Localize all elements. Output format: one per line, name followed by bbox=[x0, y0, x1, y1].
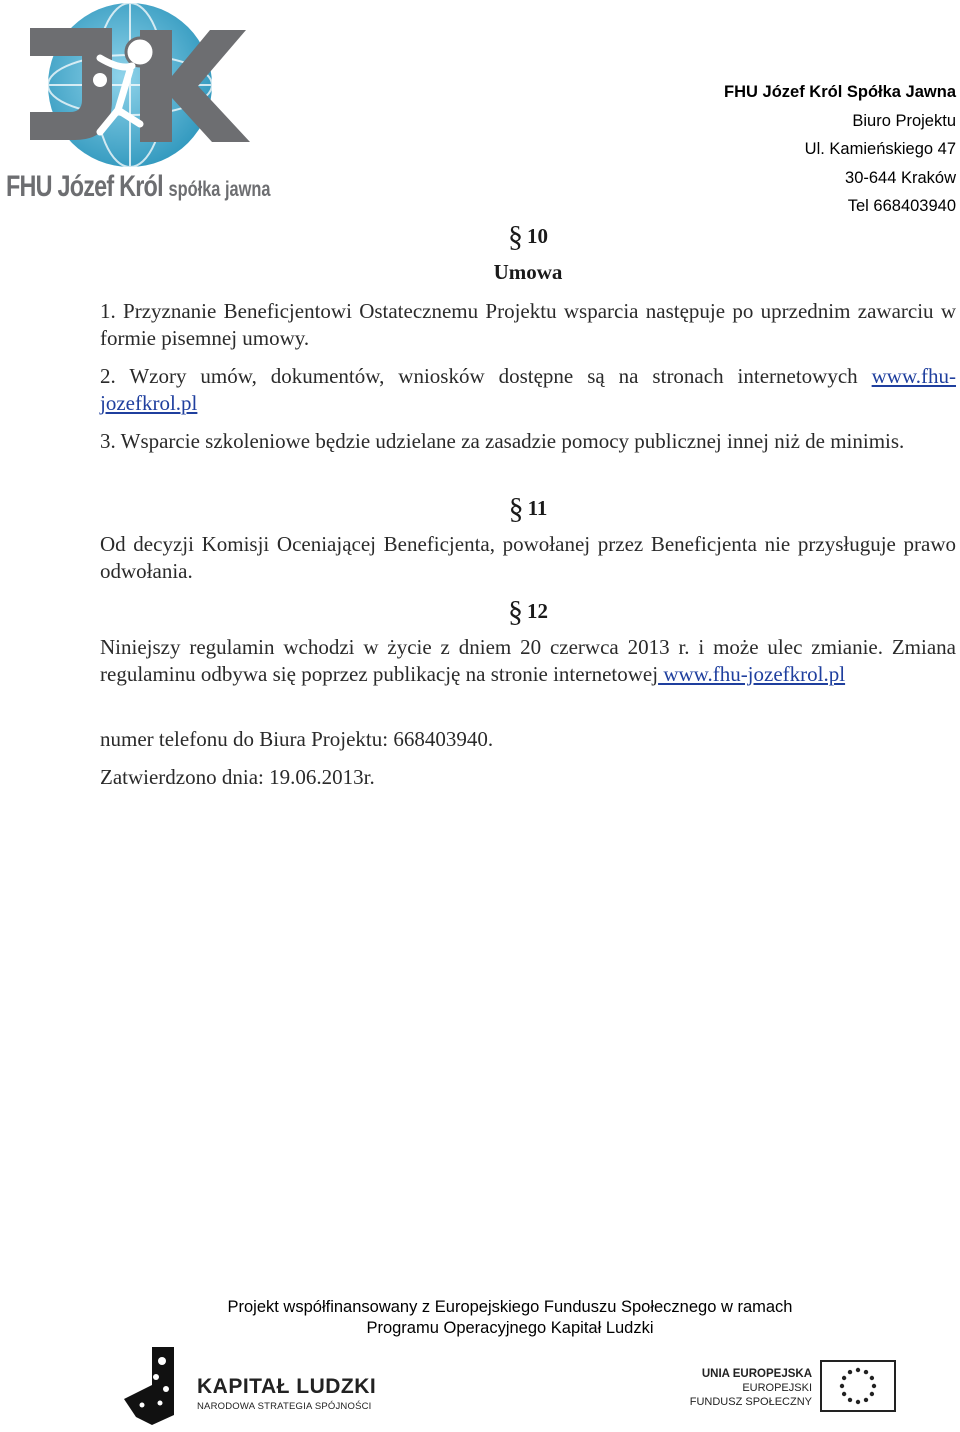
section-10-heading bbox=[0, 220, 960, 254]
section-12-text bbox=[100, 634, 956, 688]
section-10-item-2 bbox=[100, 363, 956, 417]
item-2-text: 2. Wzory umów, dokumentów, wniosków dostępne są na stronach internetowych bbox=[100, 364, 872, 388]
section-12-heading bbox=[0, 595, 960, 629]
eu-title: UNIA EUROPEJSKA bbox=[701, 1368, 812, 1380]
section-11-text: Od decyzji Komisji Oceniającej Beneficjenta, powołanej przez Beneficjenta nie przysługuje prawo odwołania. bbox=[100, 532, 956, 583]
company-phone: Tel 668403940 bbox=[847, 197, 956, 215]
section-10-title: Umowa bbox=[493, 260, 563, 284]
kl-subtitle: NARODOWA STRATEGIA SPÓJNOŚCI bbox=[197, 1401, 372, 1412]
section-10-item-1: 1. Przyznanie Beneficjentowi Ostatecznemu Projektu wsparcia następuje po uprzednim zawarciu w formie pisemnej umowy. bbox=[100, 299, 956, 350]
kapital-ludzki-logo-icon bbox=[122, 1345, 184, 1427]
section-number: 11 bbox=[527, 496, 548, 520]
footer-funding-line-1: Projekt współfinansowany z Europejskiego Funduszu Społecznego w ramach bbox=[227, 1298, 793, 1316]
section-11-heading bbox=[0, 492, 960, 526]
section-12-body: Niniejszy regulamin wchodzi w życie z dniem 20 czerwca 2013 r. i może ulec zmianie. Zmiana regulaminu odbywa się poprzez publikację na stronie internetowej bbox=[100, 635, 956, 686]
phone-line: numer telefonu do Biura Projektu: 668403940. bbox=[100, 727, 494, 751]
paragraph-symbol: § bbox=[508, 220, 523, 253]
company-address-block bbox=[724, 78, 956, 221]
kl-title: KAPITAŁ LUDZKI bbox=[197, 1375, 377, 1398]
paragraph-symbol: § bbox=[508, 492, 524, 525]
section-number: 10 bbox=[527, 224, 548, 248]
company-name: FHU Józef Król Spółka Jawna bbox=[724, 83, 956, 101]
website-link[interactable]: www.fhu-jozefkrol.pl bbox=[100, 364, 956, 415]
footer-funding-line-2: Programu Operacyjnego Kapitał Ludzki bbox=[366, 1319, 654, 1337]
eu-line-3: FUNDUSZ SPOŁECZNY bbox=[689, 1396, 812, 1408]
approval-date-line: Zatwierdzono dnia: 19.06.2013r. bbox=[100, 765, 375, 789]
eu-logo-text bbox=[680, 1367, 812, 1409]
company-city: 30-644 Kraków bbox=[845, 168, 956, 187]
eu-line-2: EUROPEJSKI bbox=[742, 1382, 812, 1394]
kapital-ludzki-logo-text bbox=[197, 1375, 376, 1412]
company-street: Ul. Kamieńskiego 47 bbox=[804, 140, 956, 158]
paragraph-symbol: § bbox=[508, 595, 523, 628]
website-link[interactable]: www.fhu-jozefkrol.pl bbox=[658, 662, 846, 686]
section-10-item-3: 3. Wsparcie szkoleniowe będzie udzielane za zasadzie pomocy publicznej innej niż de minimis. bbox=[100, 429, 905, 453]
logo-text: FHU Józef Król spółka jawna bbox=[6, 170, 271, 203]
section-number: 12 bbox=[527, 599, 548, 623]
eu-flag-icon bbox=[820, 1360, 896, 1412]
company-office: Biuro Projektu bbox=[852, 111, 956, 130]
